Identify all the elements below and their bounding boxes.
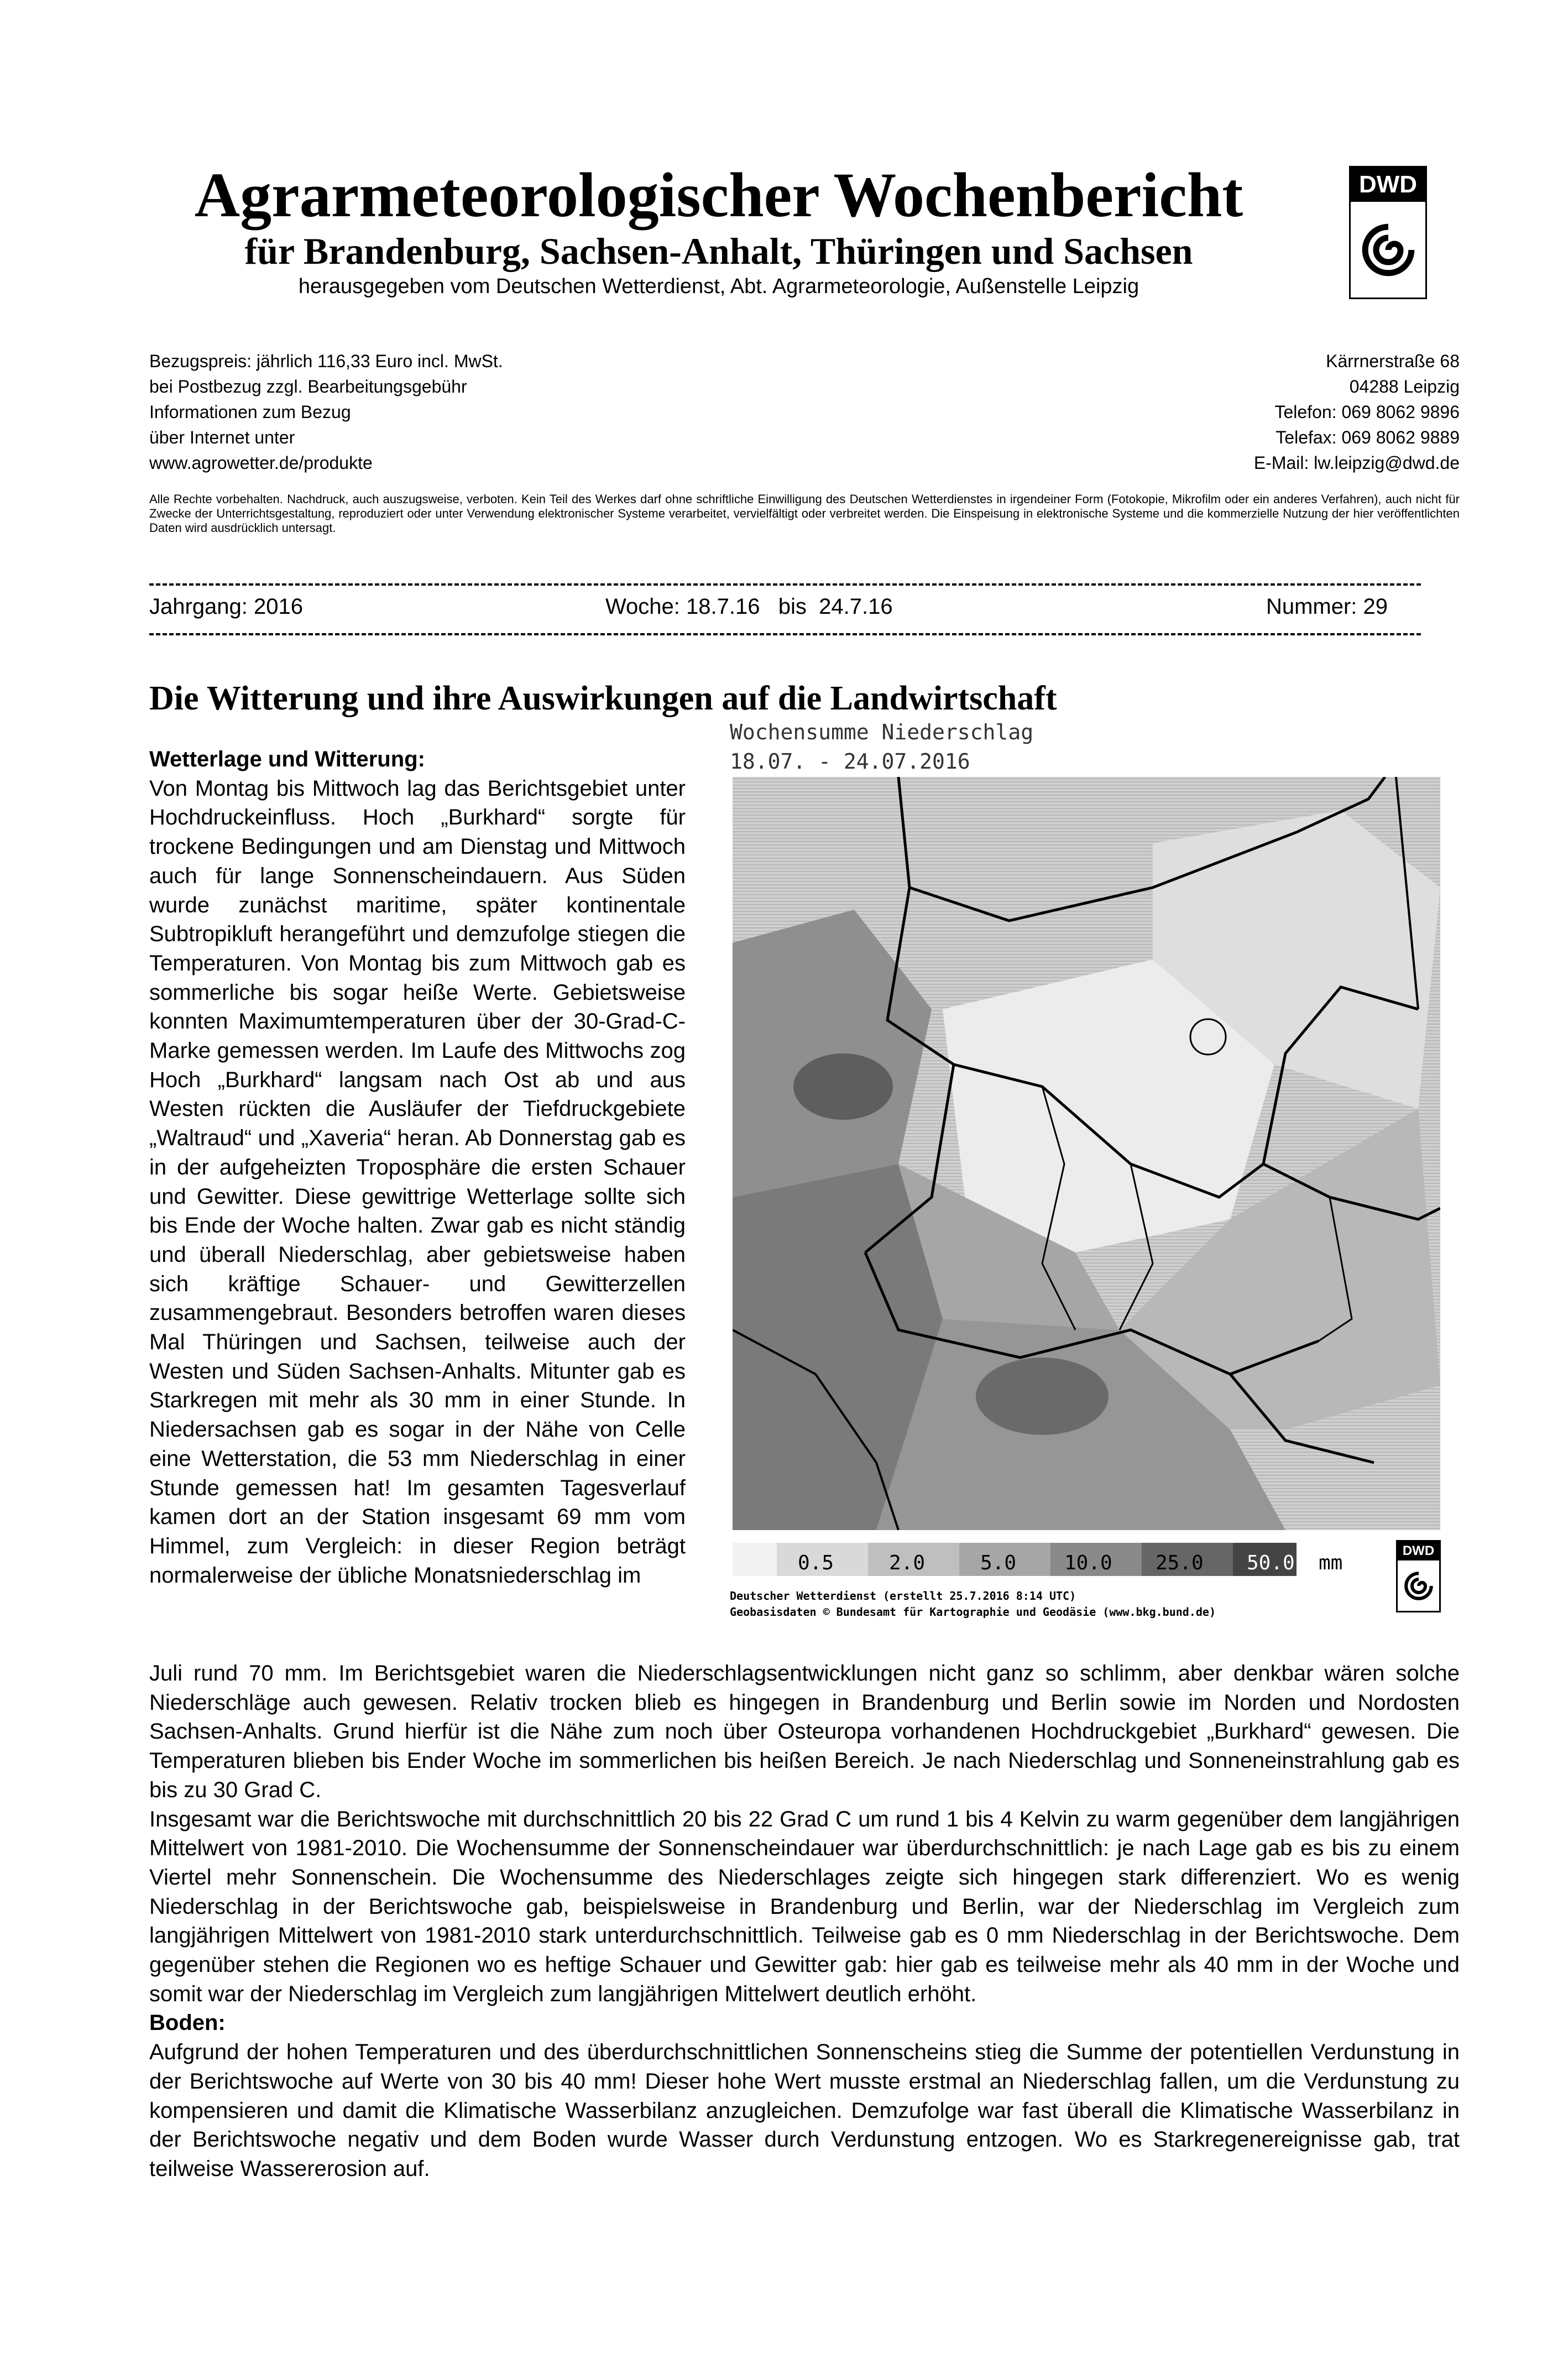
swirl-icon xyxy=(1351,202,1425,298)
map-credit-bkg: Geobasisdaten © Bundesamt für Kartographie und Geodäsie (www.bkg.bund.de) xyxy=(730,1605,1216,1619)
contact-info xyxy=(1050,348,1460,476)
section-title: Die Witterung und ihre Auswirkungen auf die Landwirtschaft xyxy=(149,680,1057,717)
issue-number: Nummer: 29 xyxy=(1266,594,1388,619)
swirl-icon xyxy=(1398,1560,1439,1611)
article-column-full xyxy=(149,1659,1460,2184)
rights-notice: Alle Rechte vorbehalten. Nachdruck, auch auszugsweise, verboten. Kein Teil des Werkes darf ohne schriftliche Einwilligung des Deutschen Wetterdienstes in irgendeiner Form (Fotokopie, Mikrofilm oder ein anderes Verfahren), auch nicht für Zwecke der Unterrichtsgestaltung, reproduziert oder unter Verwendung elektronischer Systeme verarbeitet, vervielfältigt oder verbreitet werden. Die Einspeisung in elektronische Systeme und die kommerzielle Nutzung der hier veröffentlichten Daten wird ausdrücklich untersagt. xyxy=(149,492,1460,535)
publisher-line: herausgegeben vom Deutschen Wetterdienst, Abt. Agrarmeteorologie, Außenstelle Leipzig xyxy=(298,275,1139,298)
paragraph-weather: Von Montag bis Mittwoch lag das Berichtsgebiet unter Hochdruckeinfluss. Hoch „Burkhard“ sorgte für trockene Bedingungen und am Dienstag und Mittwoch auch für lange Sonnenscheindauern. Aus Süden wurde zunächst maritime, später kontinentale Subtropikluft herangeführt und demzufolge stiegen die Temperaturen. Von Montag bis zum Mittwoch gab es sommerliche bis sogar heiße Werte. Gebietsweise konnten Maximumtemperaturen über der 30-Grad-C-Marke gemessen werden. Im Laufe des Mittwochs zog Hoch „Burkhard“ langsam nach Ost ab und aus Westen rückten die Ausläufer der Tiefdruckgebiete „Waltraud“ und „Xaveria“ heran. Ab Donnerstag gab es in der aufgeheizten Troposphäre die ersten Schauer und Gewitter. Diese gewittrige Wetterlage sollte sich bis Ende der Woche halten. Zwar gab es nicht ständig und überall Niederschlag, aber gebietsweise haben sich kräftige Schauer- und Gewitterzellen zusammengebraut. Besonders betroffen waren dieses Mal Thüringen und Sachsen, teilweise auch der Westen und Süden Sachsen-Anhalts. Mitunter gab es Starkregen mit mehr als 30 mm in einer Stunde. In Niedersachsen gab es sogar in der Nähe von Celle eine Wetterstation, die 53 mm Niederschlag in einer Stunde gemessen hat! Im gesamten Tagesverlauf kamen dort an der Station insgesamt 69 mm vom Himmel, zum Vergleich: in dieser Region beträgt normalerweise der übliche Monatsniederschlag im xyxy=(149,776,686,1588)
legend-label: 10.0 xyxy=(1064,1552,1112,1574)
phone-number: Telefon: 069 8062 9896 xyxy=(1274,402,1460,422)
info-line: Bezugspreis: jährlich 116,33 Euro incl. MwSt. xyxy=(149,351,503,371)
heading-weather: Wetterlage und Witterung: xyxy=(149,747,425,771)
info-line: bei Postbezug zzgl. Bearbeitungsgebühr xyxy=(149,377,467,396)
map-date: 18.07. - 24.07.2016 xyxy=(730,749,970,774)
issue-bar xyxy=(149,594,1388,622)
divider-top xyxy=(149,583,1421,586)
legend-label: 0.5 xyxy=(798,1552,834,1574)
precipitation-map xyxy=(733,777,1440,1530)
legend-label: 50.0 xyxy=(1247,1552,1295,1574)
map-dwd-logo xyxy=(1396,1540,1441,1612)
address-city: 04288 Leipzig xyxy=(1349,377,1460,396)
dwd-logo xyxy=(1349,166,1427,299)
issue-year: Jahrgang: 2016 xyxy=(149,594,304,619)
legend-unit: mm xyxy=(1319,1552,1343,1574)
fax-number: Telefax: 069 8062 9889 xyxy=(1276,427,1460,447)
legend-label: 5.0 xyxy=(980,1552,1017,1574)
paragraph-weather-continued: Juli rund 70 mm. Im Berichtsgebiet waren die Niederschlagsentwicklungen nicht ganz so schlimm, aber denkbar wären solche Niederschläge auch gewesen. Relativ trocken blieb es hingegen in Brandenburg und Berlin sowie im Norden und Nordosten Sachsen-Anhalts. Grund hierfür ist die Nähe zum noch über Osteuropa vorhandenen Hochdruckgebiet „Burkhard“ gewesen. Die Temperaturen blieben bis Ender Woche im sommerlichen bis heißen Bereich. Je nach Niederschlag und Sonneneinstrahlung gab es bis zu 30 Grad C. xyxy=(149,1661,1460,1802)
map-title: Wochensumme Niederschlag xyxy=(730,720,1034,744)
legend-label: 25.0 xyxy=(1156,1552,1204,1574)
article-column-left xyxy=(149,745,686,1590)
report-subtitle: für Brandenburg, Sachsen-Anhalt, Thüringen und Sachsen xyxy=(244,230,1193,272)
divider-bottom xyxy=(149,633,1421,635)
website-link[interactable]: www.agrowetter.de/produkte xyxy=(149,453,373,473)
email-link[interactable]: E-Mail: lw.leipzig@dwd.de xyxy=(1253,453,1460,473)
heading-soil: Boden: xyxy=(149,2011,226,2035)
info-line: über Internet unter xyxy=(149,427,295,447)
report-title: Agrarmeteorologischer Wochenbericht xyxy=(194,160,1243,230)
info-line: Informationen zum Bezug xyxy=(149,402,351,422)
legend-labels xyxy=(733,1552,1377,1574)
legend-label: 2.0 xyxy=(889,1552,926,1574)
dwd-logo-text: DWD xyxy=(1358,171,1418,198)
map-credit-dwd: Deutscher Wetterdienst (erstellt 25.7.2016 8:14 UTC) xyxy=(730,1589,1076,1603)
paragraph-summary: Insgesamt war die Berichtswoche mit durchschnittlich 20 bis 22 Grad C um rund 1 bis 4 Kelvin zu warm gegenüber dem langjährigen Mittelwert von 1981-2010. Die Wochensumme der Sonnenscheindauer war überdurchschnittlich: je nach Lage gab es bis zu einem Viertel mehr Sonnenschein. Die Wochensumme des Niederschlages zeigte sich hingegen stark differenziert. Wo es wenig Niederschlag in der Berichtswoche gab, beispielsweise in Brandenburg und Berlin, war der Niederschlag im Vergleich zum langjährigen Mittelwert von 1981-2010 stark unterdurchschnittlich. Teilweise gab es 0 mm Niederschlag in der Berichtswoche. Dem gegenüber stehen die Regionen wo es heftige Schauer und Gewitter gab: hier gab es teilweise mehr als 40 mm in der Woche und somit war der Niederschlag im Vergleich zum langjährigen Mittelwert deutlich erhöht. xyxy=(149,1807,1460,2006)
address-street: Kärrnerstraße 68 xyxy=(1326,351,1460,371)
map-dwd-logo-text: DWD xyxy=(1402,1543,1435,1558)
paragraph-soil: Aufgrund der hohen Temperaturen und des überdurchschnittlichen Sonnenscheins stieg die Summe der potentiellen Verdunstung in der Berichtswoche auf Werte von 30 bis 40 mm! Dieser hohe Wert musste erstmal an Niederschlag fallen, um die Verdunstung zu kompensieren und damit die Klimatische Wasserbilanz anzugleichen. Demzufolge war fast überall die Klimatische Wasserbilanz in der Berichtswoche negativ und dem Boden wurde Wasser durch Verdunstung entzogen. Wo es Starkregenereignisse gab, trat teilweise Wassererosion auf. xyxy=(149,2040,1460,2181)
issue-week: Woche: 18.7.16 bis 24.7.16 xyxy=(605,594,893,619)
subscription-info xyxy=(149,348,647,476)
